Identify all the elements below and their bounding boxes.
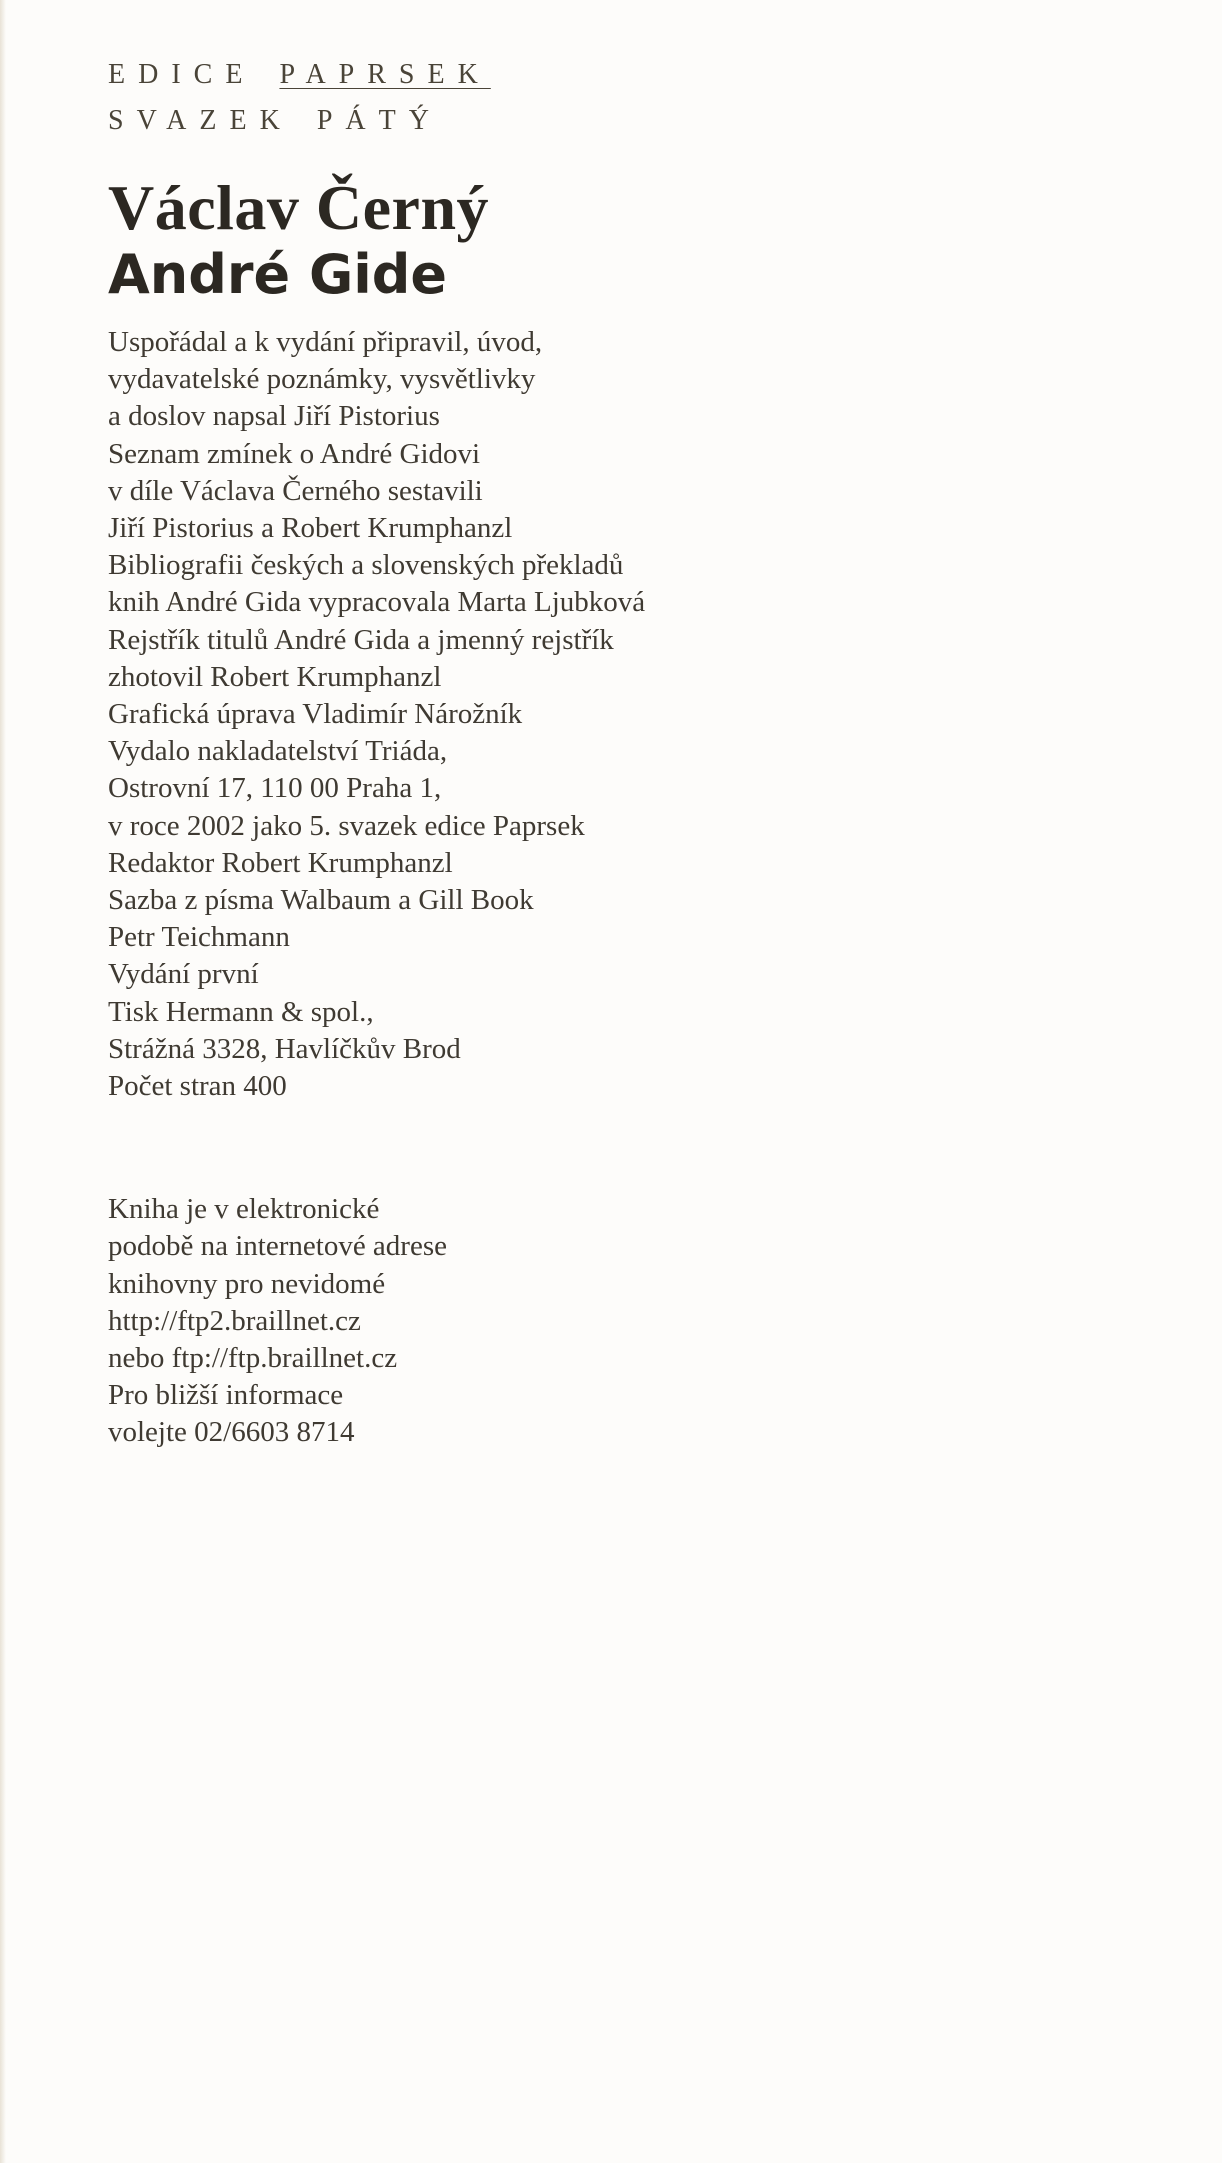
credit-line: Redaktor Robert Krumphanzl (108, 846, 453, 879)
notice-url-secondary: nebo ftp://ftp.braillnet.cz (108, 1342, 398, 1375)
credit-line: v díle Václava Černého sestavili (108, 474, 483, 507)
credit-line: Uspořádal a k vydání připravil, úvod, (108, 326, 543, 358)
braille-notice (108, 1191, 1168, 1451)
series-label: EDICE (108, 59, 256, 90)
book-title: André Gide (108, 243, 448, 306)
credit-line: Vydalo nakladatelství Triáda, (108, 735, 448, 768)
series-name: PAPRSEK (279, 59, 491, 90)
credit-line: Jiří Pistorius a Robert Krumphanzl (108, 512, 513, 545)
credits-block (108, 324, 1168, 1105)
credit-line: vydavatelské poznámky, vysvětlivky (108, 363, 536, 396)
credit-line: Vydání první (108, 958, 259, 991)
author-name: Václav Černý (108, 172, 490, 243)
credit-line: a doslov napsal Jiří Pistorius (108, 400, 440, 433)
credit-line: Počet stran 400 (108, 1070, 287, 1103)
notice-url-primary: http://ftp2.braillnet.cz (108, 1304, 361, 1337)
page-edge (0, 0, 6, 2163)
volume-number: PÁTÝ (316, 105, 442, 136)
credit-line: Tisk Hermann & spol., (108, 995, 374, 1028)
colophon (108, 52, 1168, 1452)
credit-line: Strážná 3328, Havlíčkův Brod (108, 1032, 461, 1065)
credit-line: Grafická úprava Vladimír Nárožník (108, 698, 523, 731)
credit-line: v roce 2002 jako 5. svazek edice Paprsek (108, 809, 585, 842)
notice-line: Kniha je v elektronické (108, 1193, 380, 1226)
credit-line: Sazba z písma Walbaum a Gill Book (108, 884, 534, 917)
credit-line: Ostrovní 17, 110 00 Praha 1, (108, 772, 442, 805)
series-line (108, 52, 1168, 98)
notice-line: Pro bližší informace (108, 1379, 344, 1412)
credit-line: Seznam zmínek o André Gidovi (108, 437, 481, 470)
credit-line: knih André Gida vypracovala Marta Ljubková (108, 586, 646, 619)
credit-line: zhotovil Robert Krumphanzl (108, 660, 442, 693)
notice-line: knihovny pro nevidomé (108, 1267, 386, 1300)
credit-line: Petr Teichmann (108, 921, 290, 954)
notice-line: podobě na internetové adrese (108, 1230, 447, 1263)
volume-line (108, 98, 1168, 144)
credit-line: Rejstřík titulů André Gida a jmenný rejstřík (108, 623, 614, 656)
volume-label: SVAZEK (108, 105, 293, 136)
credit-line: Bibliografii českých a slovenských překladů (108, 549, 624, 582)
notice-phone: volejte 02/6603 8714 (108, 1416, 355, 1449)
